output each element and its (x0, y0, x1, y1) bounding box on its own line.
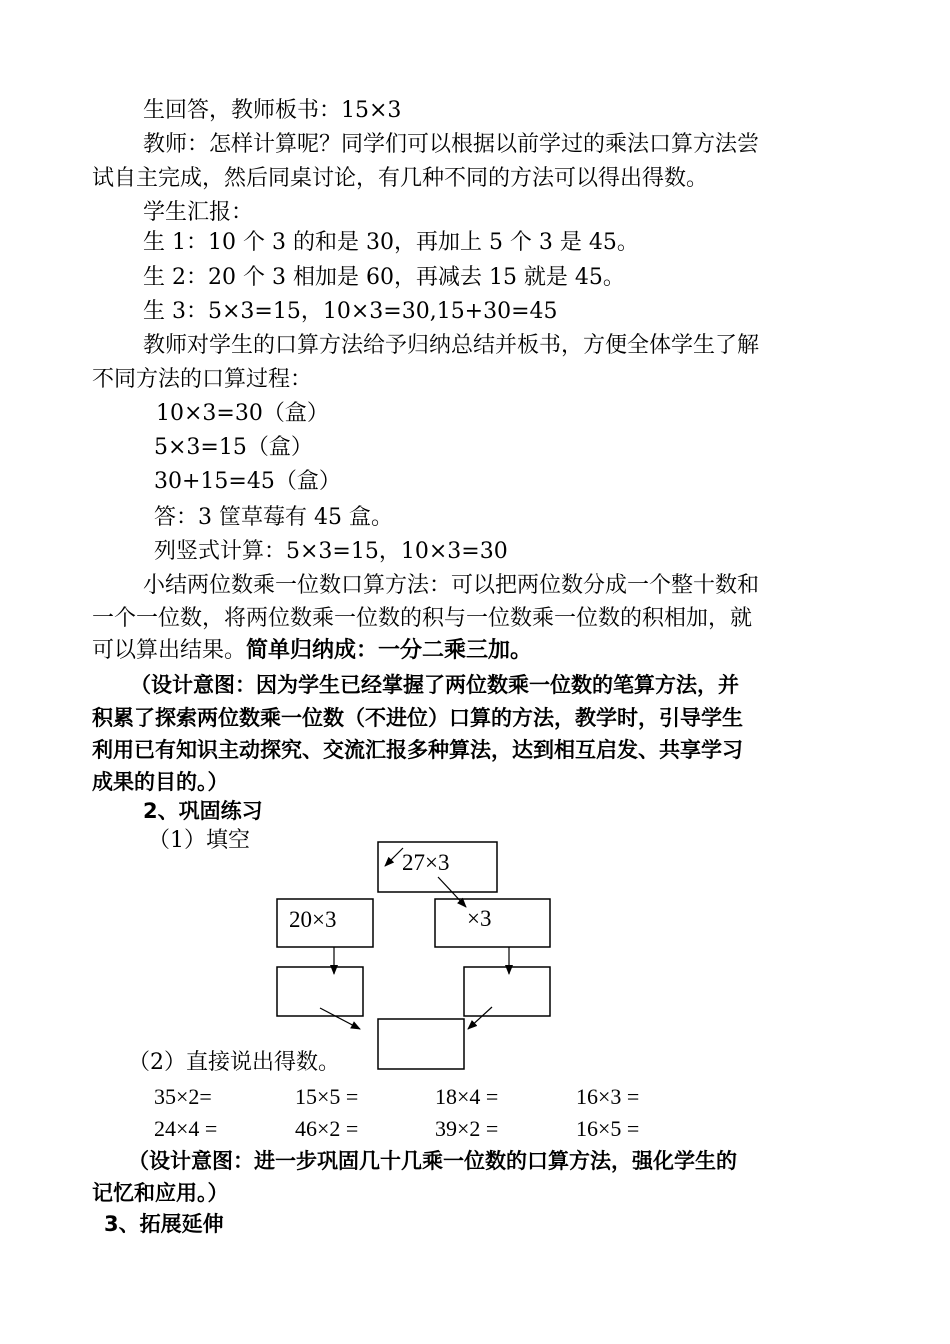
diagram-right-text: ×3 (467, 906, 492, 931)
diagram-box-right-answer[interactable] (464, 967, 550, 1016)
text-line: 生回答，教师板书：15×3 (143, 98, 402, 123)
diagram-top-text: 27×3 (402, 850, 450, 875)
design-intent-line: 记忆和应用。） (92, 1181, 229, 1205)
text-line: 答：3 筐草莓有 45 盒。 (154, 505, 393, 530)
text-run: 可以算出结果。 (92, 638, 247, 663)
subsection-label: （2）直接说出得数。 (128, 1050, 340, 1075)
exercise-item: 39×2 = (435, 1116, 499, 1141)
diagram-box-right (435, 899, 550, 947)
text-line: 生 3：5×3=15，10×3=30,15+30=45 (143, 299, 558, 324)
diagram-left-text: 20×3 (289, 907, 337, 932)
exercise-item: 35×2= (154, 1084, 212, 1109)
design-intent-line: 积累了探索两位数乘一位数（不进位）口算的方法，教学时，引导学生 (92, 706, 743, 730)
arrow (468, 1007, 492, 1029)
text-line: 列竖式计算：5×3=15，10×3=30 (154, 539, 508, 564)
design-intent-line: 利用已有知识主动探究、交流汇报多种算法，达到相互启发、共享学习 (92, 738, 743, 762)
subsection-label: （1）填空 (148, 828, 250, 853)
text-line: 30+15=45（盒） (154, 469, 341, 494)
section-heading: 2、巩固练习 (143, 799, 263, 823)
text-line: 不同方法的口算过程： (92, 367, 313, 392)
exercise-item: 46×2 = (295, 1116, 359, 1141)
arrow (320, 1008, 360, 1029)
text-line: 试自主完成，然后同桌讨论，有几种不同的方法可以得出得数。 (92, 166, 709, 191)
text-line: 5×3=15（盒） (154, 435, 313, 460)
text-line: 学生汇报： (143, 200, 254, 225)
section-heading: 3、拓展延伸 (104, 1212, 224, 1236)
text-line: 10×3=30（盒） (156, 401, 329, 426)
design-intent-line: （设计意图：因为学生已经掌握了两位数乘一位数的笔算方法，并 (130, 673, 739, 697)
exercise-item: 15×5 = (295, 1084, 359, 1109)
design-intent-line: 成果的目的。） (92, 770, 229, 794)
exercise-item: 24×4 = (154, 1116, 218, 1141)
text-line: 教师对学生的口算方法给予归纳总结并板书，方便全体学生了解 (143, 333, 760, 358)
exercise-item: 18×4 = (435, 1084, 499, 1109)
exercise-item: 16×3 = (576, 1084, 640, 1109)
text-line: 小结两位数乘一位数口算方法：可以把两位数分成一个整十数和 (143, 573, 760, 598)
text-line: 教师：怎样计算呢？同学们可以根据以前学过的乘法口算方法尝 (143, 132, 760, 157)
design-intent-line: （设计意图：进一步巩固几十几乘一位数的口算方法，强化学生的 (128, 1149, 737, 1173)
arrow (385, 848, 403, 866)
bold-summary: 简单归纳成：一分二乘三加。 (246, 638, 533, 663)
text-line: 生 2：20 个 3 相加是 60，再减去 15 就是 45。 (143, 265, 625, 290)
text-line: 一个一位数，将两位数乘一位数的积与一位数乘一位数的积相加，就 (92, 606, 753, 631)
diagram-box-result[interactable] (378, 1019, 464, 1069)
text-line: 生 1：10 个 3 的和是 30，再加上 5 个 3 是 45。 (143, 230, 639, 255)
exercise-item: 16×5 = (576, 1116, 640, 1141)
